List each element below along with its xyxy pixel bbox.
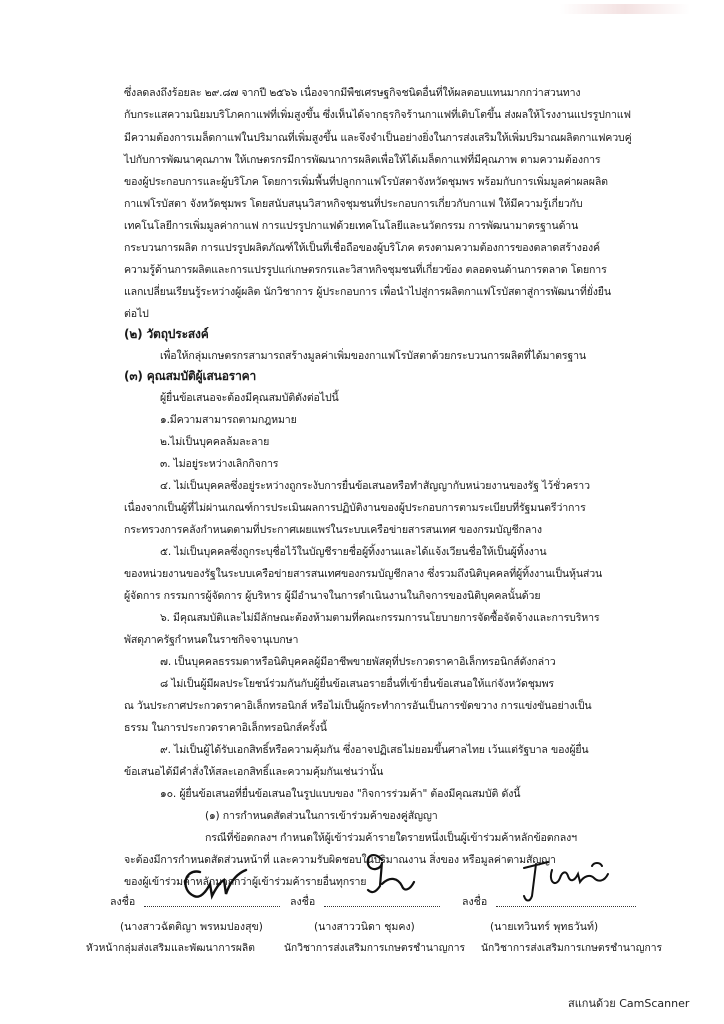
qualification-item-10-sub-1: (๑) การกำหนดสัดส่วนในการเข้าร่วมค้าของคู่สัญญา xyxy=(205,810,438,822)
qualification-item-5-line-1: ๕. ไม่เป็นบุคคลซึ่งถูกระบุชื่อไว้ในบัญชีรายชื่อผู้ทิ้งงานและได้แจ้งเวียนชื่อให้เป็นผู้ทิ้งงาน xyxy=(160,546,547,558)
joint-venture-line-2: จะต้องมีการกำหนดสัดส่วนหน้าที่ และความรับผิดชอบในปริมาณงาน สิ่งของ หรือมูลค่าตามสัญญา xyxy=(124,854,556,866)
camscanner-watermark: สแกนด้วย CamScanner xyxy=(568,997,690,1010)
signature-2 xyxy=(346,846,426,904)
signature-label-3: ลงชื่อ xyxy=(462,896,488,908)
qualification-item-9-line-2: ข้อเสนอได้มีคำสั่งให้สละเอกสิทธิ์และความคุ้มกันเช่นว่านั้น xyxy=(124,766,384,778)
qualification-item-4-line-2: เนื่องจากเป็นผู้ที่ไม่ผ่านเกณฑ์การประเมินผลการปฏิบัติงานของผู้ประกอบการตามระเบียบที่รัฐมนตรีว่าการ xyxy=(124,502,586,514)
qualification-item-6-line-2: พัสดุภาครัฐกำหนดในราชกิจจานุเบกษา xyxy=(124,634,299,646)
para1-line-9: ความรู้ด้านการผลิตและการแปรรูปแก่เกษตรกรและวิสาหกิจชุมชนที่เกี่ยวข้อง ตลอดจนด้านการตลาด โดยการ xyxy=(124,264,607,276)
qualification-item-7: ๗. เป็นบุคคลธรรมดาหรือนิติบุคคลผู้มีอาชีพขายพัสดุที่ประกวดราคาอิเล็กทรอนิกส์ดังกล่าว xyxy=(160,656,556,668)
signature-3 xyxy=(508,848,618,908)
qualification-item-4-line-3: กระทรวงการคลังกำหนดตามที่ประกาศเผยแพร่ในระบบเครือข่ายสารสนเทศ ของกรมบัญชีกลาง xyxy=(124,524,542,536)
para1-line-11: ต่อไป xyxy=(124,308,149,320)
para1-line-1: ซึ่งลดลงถึงร้อยละ ๒๙.๘๗ จากปี ๒๕๖๖ เนื่องจากมีพืชเศรษฐกิจชนิดอื่นที่ให้ผลตอบแทนมากกว่าสวนทาง xyxy=(124,87,581,99)
qualification-item-4-line-1: ๔. ไม่เป็นบุคคลซึ่งอยู่ระหว่างถูกระงับการยื่นข้อเสนอหรือทำสัญญากับหน่วยงานของรัฐ ไว้ชั่วคราว xyxy=(160,480,590,492)
qualification-item-2: ๒.ไม่เป็นบุคคลล้มละลาย xyxy=(160,436,270,448)
para1-line-2: กับกระแสความนิยมบริโภคกาแฟที่เพิ่มสูงขึ้น ซึ่งเห็นได้จากธุรกิจร้านกาแฟที่เติบโตขึ้น ส่งผลให้โรงงานแปรรูปกาแฟ xyxy=(124,109,631,121)
signatory-position-3: นักวิชาการส่งเสริมการเกษตรชำนาญการ xyxy=(481,942,663,954)
signature-label-2: ลงชื่อ xyxy=(290,896,316,908)
objective-text: เพื่อให้กลุ่มเกษตรกรสามารถสร้างมูลค่าเพิ่มของกาแฟโรบัสตาด้วยกระบวนการผลิตที่ได้มาตรฐาน xyxy=(160,350,587,362)
header-smudge xyxy=(560,4,690,14)
signatory-position-2: นักวิชาการส่งเสริมการเกษตรชำนาญการ xyxy=(284,942,466,954)
qualification-item-5-line-3: ผู้จัดการ กรรมการผู้จัดการ ผู้บริหาร ผู้มีอำนาจในการดำเนินงานในกิจการของนิติบุคคลนั้นด้วย xyxy=(124,590,541,602)
signatory-name-3: (นายเทวินทร์ พุทธวันท์) xyxy=(490,921,599,933)
para1-line-5: ของผู้ประกอบการและผู้บริโภค โดยการเพิ่มพื้นที่ปลูกกาแฟโรบัสตาจังหวัดชุมพร พร้อมกับการเพิ่มมูลค่าผลผลิต xyxy=(124,176,608,188)
para1-line-6: กาแฟโรบัสตา จังหวัดชุมพร โดยสนับสนุนวิสาหกิจชุมชนที่ประกอบการเกี่ยวกับกาแฟ ให้มีความรู้เกี่ยวกับ xyxy=(124,198,583,210)
para1-line-3: มีความต้องการเมล็ดกาแฟในปริมาณที่เพิ่มสูงขึ้น และจึงจำเป็นอย่างยิ่งในการส่งเสริมให้เพิ่มปริมาณผลิตกาแฟควบคู่ xyxy=(124,132,632,144)
qualification-item-5-line-2: ของหน่วยงานของรัฐในระบบเครือข่ายสารสนเทศของกรมบัญชีกลาง ซึ่งรวมถึงนิติบุคคลที่ผู้ทิ้งงานเป็นหุ้นส่วน xyxy=(124,568,603,580)
objective-heading: (๒) วัตถุประสงค์ xyxy=(124,327,209,341)
qualification-item-3: ๓. ไม่อยู่ระหว่างเลิกกิจการ xyxy=(160,458,279,470)
qualification-item-8-line-3: ธรรม ในการประกวดราคาอิเล็กทรอนิกส์ครั้งนี้ xyxy=(124,722,327,734)
qualification-item-6-line-1: ๖. มีคุณสมบัติและไม่มีลักษณะต้องห้ามตามที่คณะกรรมการนโยบายการจัดซื้อจัดจ้างและการบริหาร xyxy=(160,612,600,624)
qualification-intro: ผู้ยื่นข้อเสนอจะต้องมีคุณสมบัติดังต่อไปนี้ xyxy=(160,392,339,404)
signature-label-1: ลงชื่อ xyxy=(110,896,136,908)
qualification-item-8-line-2: ณ วันประกาศประกวดราคาอิเล็กทรอนิกส์ หรือไม่เป็นผู้กระทำการอันเป็นการขัดขวาง การแข่งขันอย่างเป็น xyxy=(124,700,592,712)
signature-1 xyxy=(170,852,260,908)
joint-venture-line-1: กรณีที่ข้อตกลงฯ กำหนดให้ผู้เข้าร่วมค้ารายใดรายหนึ่งเป็นผู้เข้าร่วมค้าหลักข้อตกลงฯ xyxy=(205,832,577,844)
qualification-item-9-line-1: ๙. ไม่เป็นผู้ได้รับเอกสิทธิ์หรือความคุ้มกัน ซึ่งอาจปฏิเสธไม่ยอมขึ้นศาลไทย เว้นแต่รัฐบาล ของผู้ยื่น xyxy=(160,744,589,756)
qualification-item-10: ๑๐. ผู้ยื่นข้อเสนอที่ยื่นข้อเสนอในรูปแบบของ "กิจการร่วมค้า" ต้องมีคุณสมบัติ ดังนี้ xyxy=(160,788,521,800)
signatory-name-2: (นางสาววนิดา ชุมคง) xyxy=(314,921,415,933)
signatory-name-1: (นางสาวฉัตติญา พรหมปองสุข) xyxy=(120,921,263,933)
para1-line-4: ไปกับการพัฒนาคุณภาพ ให้เกษตรกรมีการพัฒนาการผลิตเพื่อให้ได้เมล็ดกาแฟที่มีคุณภาพ ตามความต้องการ xyxy=(124,154,601,166)
para1-line-7: เทคโนโลยีการเพิ่มมูลค่ากาแฟ การแปรรูปกาแฟด้วยเทคโนโลยีและนวัตกรรม การพัฒนามาตรฐานด้าน xyxy=(124,220,579,232)
para1-line-10: แลกเปลี่ยนเรียนรู้ระหว่างผู้ผลิต นักวิชาการ ผู้ประกอบการ เพื่อนำไปสู่การผลิตกาแฟโรบัสตาสู่การพัฒนาที่ยั่งยืน xyxy=(124,286,611,298)
para1-line-8: กระบวนการผลิต การแปรรูปผลิตภัณฑ์ให้เป็นที่เชื่อถือของผู้บริโภค ตรงตามความต้องการของตลาดสร้างองค์ xyxy=(124,242,600,254)
joint-venture-line-3: ของผู้เข้าร่วมค้าหลักมากกว่าผู้เข้าร่วมค้ารายอื่นทุกราย xyxy=(124,876,367,888)
signature-line-2 xyxy=(324,906,440,907)
qualification-item-1: ๑.มีความสามารถตามกฎหมาย xyxy=(160,414,297,426)
signatory-position-1: หัวหน้ากลุ่มส่งเสริมและพัฒนาการผลิต xyxy=(86,942,255,954)
qualification-heading: (๓) คุณสมบัติผู้เสนอราคา xyxy=(124,369,257,383)
qualification-item-8-line-1: ๘ ไม่เป็นผู้มีผลประโยชน์ร่วมกันกับผู้ยื่นข้อเสนอรายอื่นที่เข้ายื่นข้อเสนอให้แก่จังหวัดชุมพร xyxy=(160,678,554,690)
